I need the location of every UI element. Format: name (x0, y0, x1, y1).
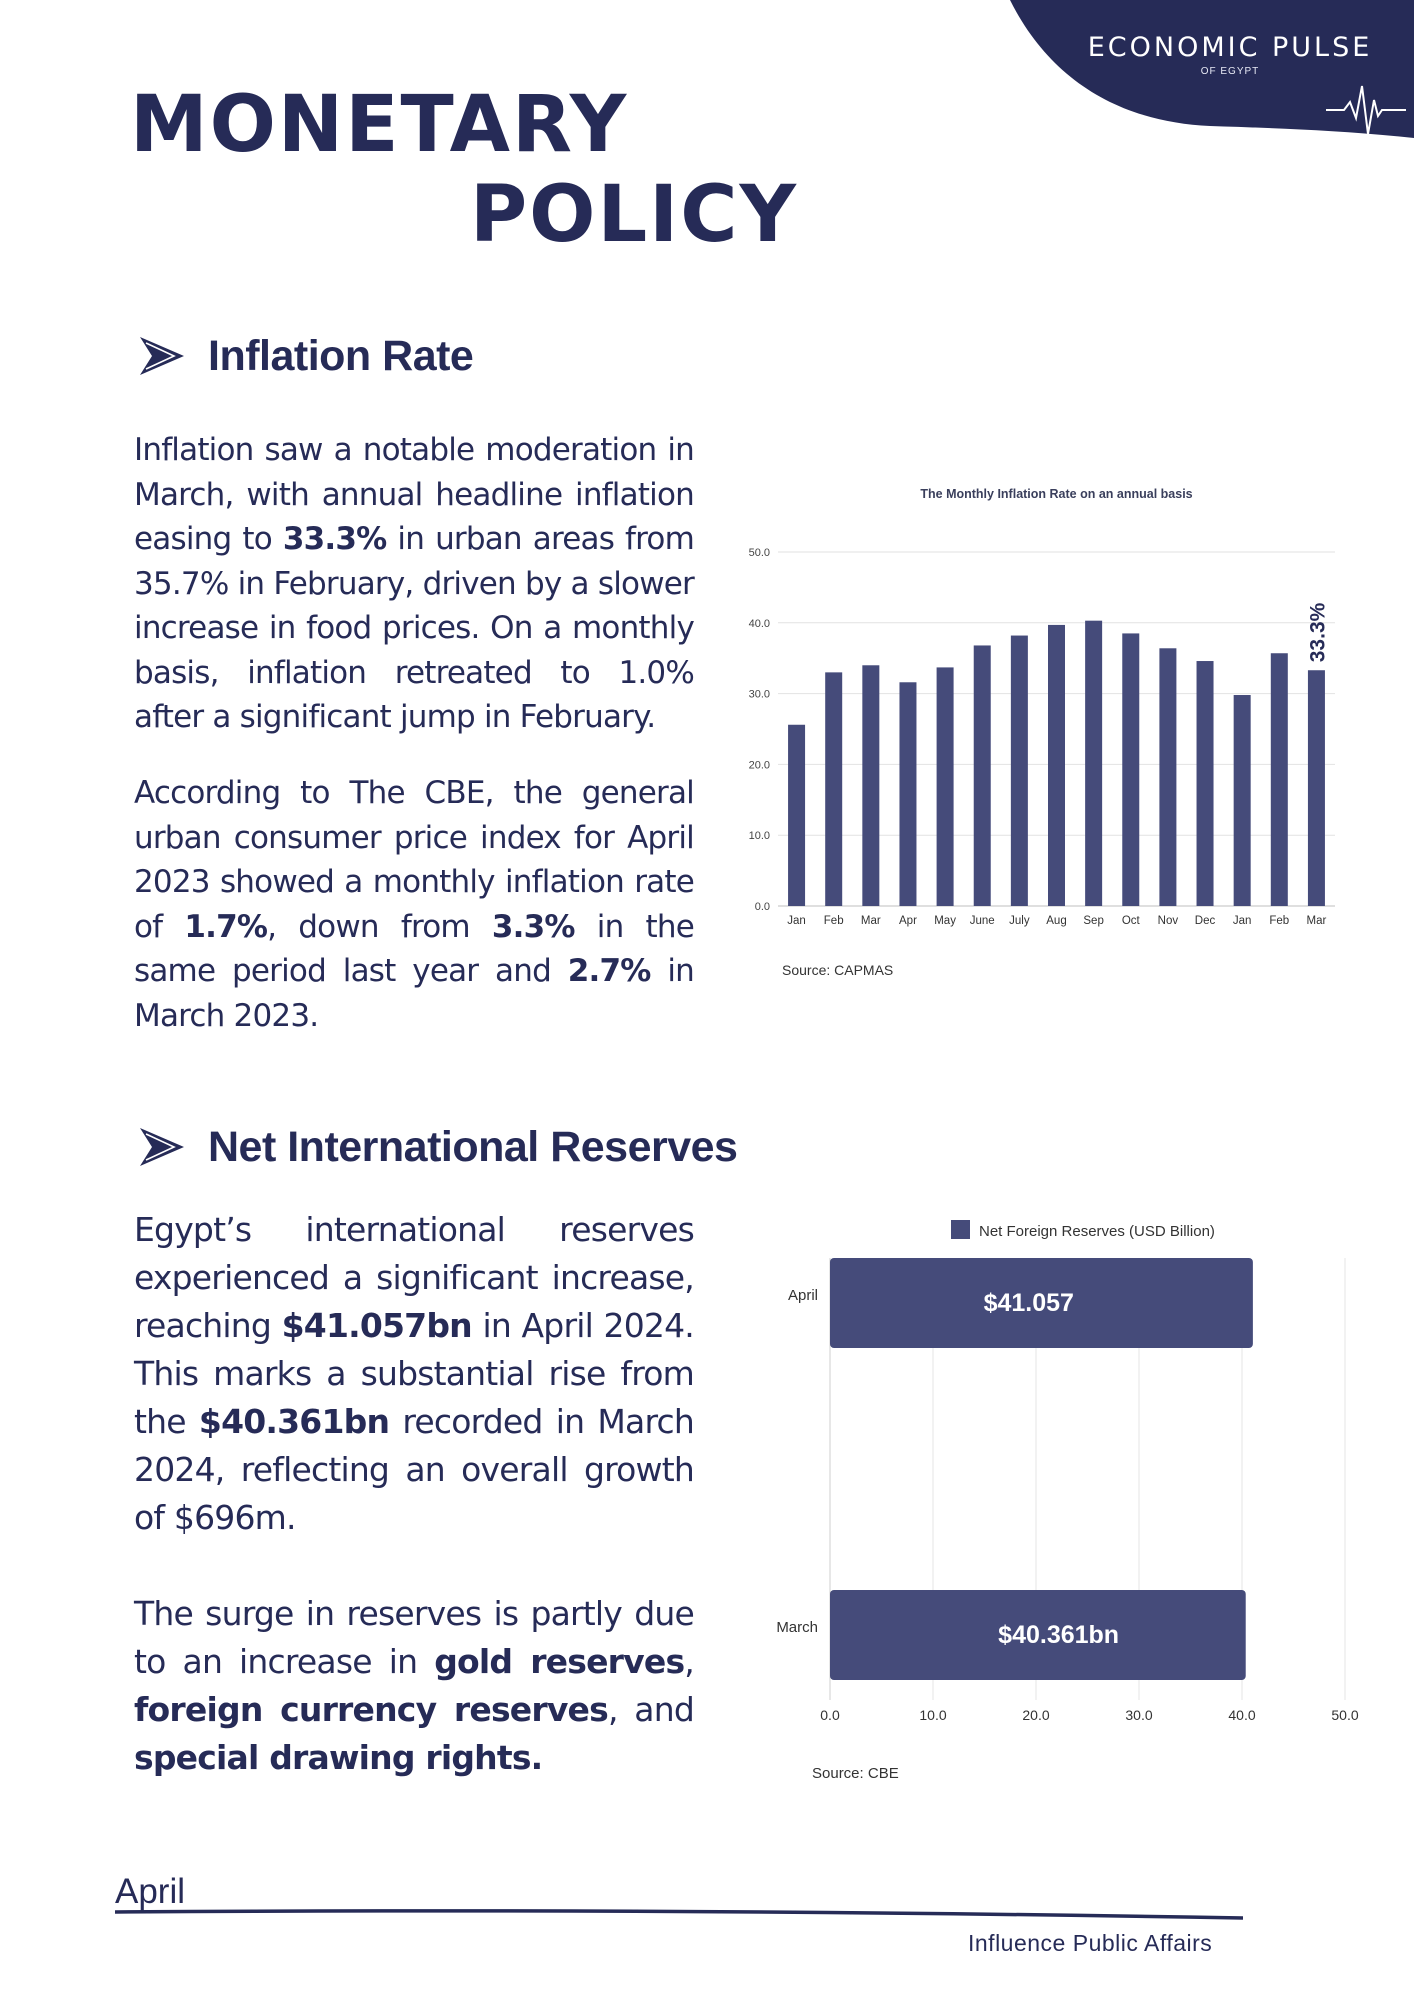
body-text: , (684, 1642, 694, 1681)
inflation-section-heading (138, 328, 473, 384)
y-category-label: April (787, 1287, 818, 1304)
y-tick-label: 30.0 (748, 688, 770, 701)
y-tick-label: 50.0 (748, 547, 770, 559)
reserves-section-heading (138, 1119, 737, 1175)
x-tick-label: 50.0 (1331, 1707, 1359, 1723)
inflation-bar (937, 667, 954, 906)
data-label: $40.361bn (998, 1621, 1120, 1649)
y-tick-label: 10.0 (748, 830, 770, 843)
inflation-bar (825, 672, 842, 906)
x-tick-label: Apr (899, 915, 917, 927)
y-tick-label: 0.0 (754, 901, 770, 913)
x-tick-label: 40.0 (1228, 1707, 1256, 1723)
footer-month: April (115, 1872, 186, 1911)
inflation-paragraph-2 (134, 771, 694, 1038)
emphasis-text: 1.7% (184, 908, 268, 945)
legend-label: Net Foreign Reserves (USD Billion) (979, 1223, 1215, 1240)
body-text: in April 2024. This marks a substantial rise from the (134, 1306, 694, 1441)
inflation-bar (1308, 670, 1325, 906)
emphasis-text: special drawing rights. (134, 1738, 543, 1777)
emphasis-text: 2.7% (567, 953, 651, 989)
page-title-line-1: MONETARY (130, 80, 629, 170)
inflation-bar (1122, 633, 1139, 906)
arrow-bullet-icon (138, 335, 186, 377)
x-tick-label: May (934, 915, 956, 927)
x-tick-label: Mar (860, 915, 881, 927)
x-tick-label: Jan (787, 915, 806, 927)
x-tick-label: 0.0 (820, 1707, 840, 1723)
body-text: recorded in March 2024, reflecting an overall growth of $696m. (134, 1402, 694, 1537)
page-title-line-2: POLICY (470, 170, 798, 260)
legend-swatch (951, 1220, 970, 1239)
x-tick-label: Sep (1083, 915, 1104, 927)
brand-subtitle: OF EGYPT (1200, 66, 1260, 77)
inflation-bar (899, 682, 916, 906)
body-text: in the same period last year and (134, 908, 694, 989)
x-tick-label: Mar (1306, 915, 1327, 927)
body-text: in March 2023. (134, 953, 694, 1034)
chart-title: The Monthly Inflation Rate on an annual basis (920, 487, 1193, 501)
emphasis-text: 33.3% (282, 521, 387, 557)
body-text: The surge in reserves is partly due to an increase in (134, 1594, 694, 1681)
inflation-heading: Inflation Rate (208, 331, 474, 380)
footer-organization: Influence Public Affairs (968, 1930, 1213, 1956)
inflation-bar (1159, 648, 1176, 906)
reserves-bar-chart (740, 1200, 1380, 1800)
arrow-bullet-icon (138, 1126, 186, 1168)
x-tick-label: Aug (1046, 915, 1067, 927)
x-tick-label: 20.0 (1022, 1707, 1050, 1723)
x-tick-label: June (969, 915, 995, 927)
y-tick-label: 20.0 (748, 759, 770, 772)
emphasis-text: $40.361bn (198, 1402, 390, 1441)
chart-source: Source: CAPMAS (782, 962, 894, 978)
x-tick-label: Feb (1269, 915, 1290, 927)
inflation-bar (1234, 695, 1251, 906)
inflation-bar (1197, 661, 1214, 906)
data-label: $41.057 (983, 1289, 1074, 1317)
x-tick-label: Dec (1194, 915, 1216, 927)
data-label: 33.3% (1306, 602, 1330, 663)
footer-divider (115, 1900, 1243, 1930)
x-tick-label: 10.0 (919, 1707, 947, 1723)
emphasis-text: 3.3% (491, 908, 575, 945)
body-text: Egypt’s international reserves experienced a significant increase, reaching (134, 1210, 694, 1345)
x-tick-label: July (1009, 915, 1030, 927)
brand-title: ECONOMIC PULSE (1087, 32, 1373, 63)
y-tick-label: 40.0 (748, 617, 770, 630)
x-tick-label: Jan (1232, 915, 1252, 927)
emphasis-text: $41.057bn (281, 1306, 472, 1345)
inflation-bar-chart (740, 470, 1350, 990)
inflation-bar (1085, 621, 1102, 906)
body-text: , down from (267, 908, 492, 945)
x-tick-label: Feb (823, 915, 844, 927)
inflation-bar (1048, 625, 1065, 906)
body-text: Inflation saw a notable moderation in March, with annual headline inflation easing to (134, 432, 694, 557)
inflation-bar (788, 725, 805, 906)
chart-source: Source: CBE (812, 1765, 899, 1782)
body-text: According to The CBE, the general urban consumer price index for April 2023 showed a monthly inflation rate of (134, 775, 694, 945)
reserves-paragraph-2 (134, 1590, 694, 1782)
inflation-bar (1271, 653, 1288, 906)
heartbeat-icon (1326, 82, 1406, 138)
inflation-bar (974, 645, 991, 906)
inflation-paragraph-1 (134, 428, 694, 740)
inflation-bar (1011, 636, 1028, 906)
reserves-paragraph-1 (134, 1206, 694, 1542)
body-text: , and (607, 1690, 694, 1729)
x-tick-label: Oct (1121, 915, 1140, 927)
emphasis-text: foreign currency reserves (134, 1690, 608, 1729)
reserves-heading: Net International Reserves (208, 1122, 738, 1171)
x-tick-label: Nov (1157, 915, 1179, 927)
x-tick-label: 30.0 (1125, 1707, 1153, 1723)
inflation-bar (862, 665, 879, 906)
emphasis-text: gold reserves (434, 1642, 685, 1681)
y-category-label: March (776, 1619, 818, 1636)
body-text: in urban areas from 35.7% in February, driven by a slower increase in food prices. On a monthly basis, inflation retreated to 1.0% after a significant jump in February. (134, 521, 694, 735)
